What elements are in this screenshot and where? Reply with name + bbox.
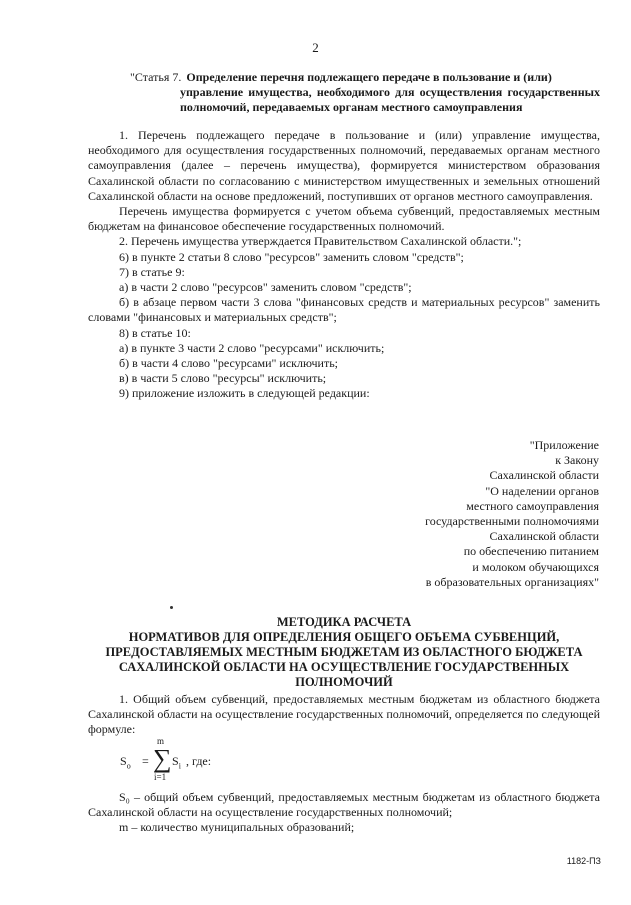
body-text-2 <box>88 790 600 836</box>
methodology-title <box>88 615 600 690</box>
article-title-line1: Определение перечня подлежащего передаче в пользование и (или) <box>186 70 552 84</box>
formula-term: $S_i$ <box>172 754 181 771</box>
sum-formula <box>120 736 280 786</box>
appendix-line: "О наделении органов <box>485 483 599 498</box>
paragraph: 1. Перечень подлежащего передаче в пользование и (или) управление имущества, необходимого для осуществления государственных полномочий, передаваемых органам местного самоуправления (далее – перечень имущества), формируется министерством образования Сахалинской области по согласованию с министерством имущественных и земельных отношений Сахалинской области на основе предложений, поступивших от органов местного самоуправления. <box>88 128 600 203</box>
methodology-title-line: ПОЛНОМОЧИЙ <box>295 675 393 689</box>
paragraph: 7) в статье 9: <box>119 264 185 279</box>
appendix-line: "Приложение <box>529 438 599 452</box>
formula-upper-limit: m <box>157 736 165 746</box>
methodology-title-line: МЕТОДИКА РАСЧЕТА <box>276 615 412 629</box>
paragraph: а) в части 2 слово "ресурсов" заменить словом "средств"; <box>119 280 412 295</box>
article-heading <box>88 70 600 115</box>
formula-sigma: ∑ <box>153 744 172 773</box>
page-number: 2 <box>312 40 319 55</box>
document-code: 1182-ПЗ <box>566 856 601 866</box>
paragraph: 9) приложение изложить в следующей редакции: <box>119 386 370 401</box>
formula-lower-limit: i=1 <box>154 772 167 782</box>
paragraph: б) в абзаце первом части 3 слова "финансовых средств и материальных ресурсов" заменить словами "финансовых и материальных средств"; <box>88 295 600 325</box>
paragraph: в) в части 5 слово "ресурсы" исключить; <box>119 371 327 386</box>
paragraph: а) в пункте 3 части 2 слово "ресурсами" исключить; <box>119 340 385 355</box>
scan-dot <box>170 606 173 609</box>
appendix-header <box>339 438 599 590</box>
formula-lhs: $S_o$ <box>120 754 131 771</box>
article-prefix: "Статья 7. <box>130 70 182 84</box>
paragraph: S₀ – общий объем субвенций, предоставляемых местным бюджетам из областного бюджета Сахалинской области на осуществление государственных полномочий; <box>88 790 600 820</box>
formula-where: , где: <box>186 754 212 768</box>
methodology-title-line: НОРМАТИВОВ ДЛЯ ОПРЕДЕЛЕНИЯ ОБЩЕГО ОБЪЕМА СУБВЕНЦИЙ, <box>128 630 560 644</box>
paragraph: 8) в статье 10: <box>119 325 191 340</box>
article-title-rest: управление имущества, необходимого для осуществления государственных полномочий, передаваемых органам местного самоуправления <box>180 85 600 114</box>
appendix-line: к Закону <box>555 453 599 468</box>
body-text-1 <box>88 128 600 402</box>
methodology-title-line: САХАЛИНСКОЙ ОБЛАСТИ НА ОСУЩЕСТВЛЕНИЕ ГОСУДАРСТВЕННЫХ <box>118 660 570 674</box>
appendix-line: Сахалинской области <box>489 529 599 544</box>
paragraph: 6) в пункте 2 статьи 8 слово "ресурсов" заменить словом "средств"; <box>119 249 464 264</box>
appendix-line: по обеспечению питанием <box>463 544 599 559</box>
paragraph: б) в части 4 слово "ресурсами" исключить; <box>119 356 339 371</box>
methodology-title-line: ПРЕДОСТАВЛЯЕМЫХ МЕСТНЫМ БЮДЖЕТАМ ИЗ ОБЛАСТНОГО БЮДЖЕТА <box>105 645 583 659</box>
paragraph: m – количество муниципальных образований; <box>119 820 355 835</box>
paragraph: Перечень имущества формируется с учетом объема субвенций, предоставляемых местным бюджетам на финансовое обеспечение государственных полномочий. <box>88 204 600 234</box>
paragraph: 2. Перечень имущества утверждается Правительством Сахалинской области."; <box>119 234 522 249</box>
formula-equals: = <box>142 754 149 768</box>
body-text-formula-intro <box>88 692 600 738</box>
appendix-line: местного самоуправления <box>466 498 599 513</box>
appendix-line: Сахалинской области <box>489 468 599 483</box>
appendix-line: государственными полномочиями <box>425 514 599 529</box>
appendix-line: в образовательных организациях" <box>425 574 599 589</box>
appendix-line: и молоком обучающихся <box>472 559 599 574</box>
paragraph: 1. Общий объем субвенций, предоставляемых местным бюджетам из областного бюджета Сахалинской области на осуществление государственных полномочий, определяется по следующей формуле: <box>88 692 600 737</box>
